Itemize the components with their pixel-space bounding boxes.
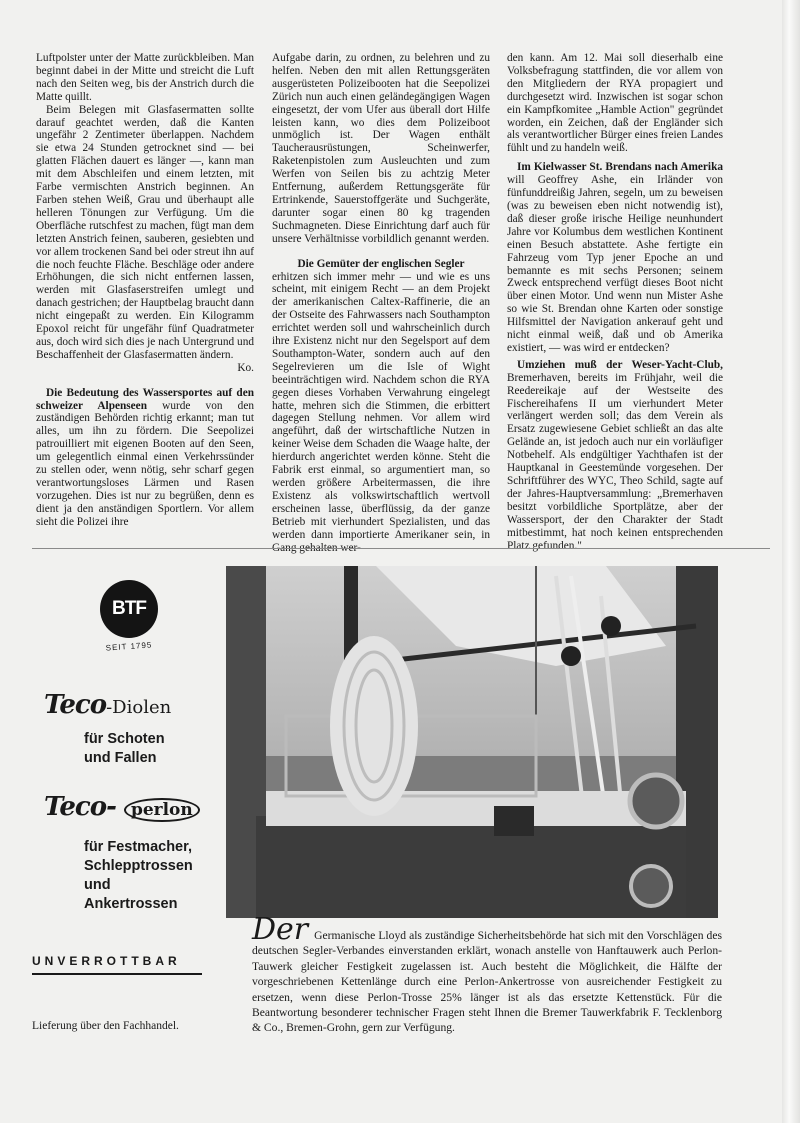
perlon-logo: perlon	[124, 798, 200, 822]
brand-teco-diolen	[44, 690, 171, 720]
brand-name: Teco	[44, 690, 107, 720]
paragraph: wurde von den zuständigen Behörden richtig erkannt; man tut alles, um ihn zu fördern. Die Seepolizei patrouilliert mit eigenen Booten auf den Seen, um gelegentlich einmal einen Verkehrssünder zu stellen oder, wenn nötig, sehr scharf gegen verantwortungsloses Lärmen und Rasen vorzugehen. Dies ist nur zu begrüßen, denn es dient ja den anständigen Sportlern. Vor allem sieht die Polizei ihre	[36, 399, 254, 528]
section-divider	[32, 548, 770, 549]
uses-list-1	[84, 730, 165, 768]
brand-teco-perlon: Teco- perlon	[44, 792, 200, 822]
sailboat-rope-photo	[226, 566, 718, 918]
btf-logo: BTF	[100, 580, 158, 638]
paragraph: erhitzen sich immer mehr — und wie es uns scheint, mit einigem Recht — an dem Projekt der amerikanischen Caltex-Raffinerie, die an der Ostseite des Fahrwassers nach Southampton errichtet werden soll und wahrscheinlich durch ihre Existenz nicht nur den Segelsport auf dem Southampton-Water, sondern auch auf den Segelrevieren um die Isle of Wight beeinträchtigen wird. Nachdem schon die RYA gegen dieses Vorhaben Verwahrung eingelegt hatte, mehren sich die Stimmen, die erbittert dagegen Stellung nehmen. Vor allem wird angeführt, daß der wirtschaftliche Nutzen in keiner Weise dem Schaden die Waage halte, der hierdurch angerichtet werden könne. Steht die Fabrik erst einmal, so argumentiert man, so werden größere Arbeitermassen, die ihre Existenz als volkswirtschaftlich wertvoll erscheinen lasse, überflüssig, da der ganze Betrieb mit vierhundert Spezialisten, und das werden dann importierte Amerikaner sein, in Gang gehalten wer-	[272, 270, 490, 554]
drop-word: Der	[252, 912, 309, 947]
section-heading: Die Bedeutung des Wassersportes auf den schweizer Alpenseen	[36, 386, 254, 412]
supply-note: Lieferung über den Fachhandel.	[32, 1020, 179, 1032]
ad-body-text	[252, 912, 722, 1036]
section-heading: Umziehen muß der Weser-Yacht-Club,	[517, 358, 723, 371]
ad-body: Germanische Lloyd als zuständige Sicherheitsbehörde hat sich mit den Vorschlägen des deutschen Segler-Verbandes einverstanden erklärt, wonach anstelle von Hanftauwerk auch Perlon-Tauwerk gleicher Festigkeit zugelassen ist. Auch besteht die Möglichkeit, die Hälfte der vorgeschriebenen Kettenlänge durch eine Perlon-Ankertrosse von ausreichender Festigkeit zu ersetzen, wenn diese Perlon-Trosse 25% länger ist als das ersetzte Kettenstück. Für die Beantwortung besonderer technischer Fragen steht Ihnen die Bremer Tauwerkfabrik F. Tecklenborg & Co., Bremen-Grohn, gern zur Verfügung.	[252, 929, 722, 1035]
uses-list-2	[84, 838, 193, 914]
product-name: -Diolen	[106, 697, 172, 718]
paragraph: will Geoffrey Ashe, ein Irländer von fünfunddreißig Jahren, segeln, um zu beweisen (was zu beweisen eben nicht notwendig ist), daß dieser große irische Heilige neunhundert Jahre vor Kolumbus dem westlichen Kontinent einen Besuch abstattete. Ashe fertigte ein Fahrzeug vom Typ jener Epoche an und bemannte es mit sechs Personen; seinem Zweck entsprechend verfügt dieses Boot nicht über einen Motor. Und wenn nun Mister Ashe so wie St. Brendan ohne Karten oder sonstige Hilfsmittel der Navigation ankerauf geht und nicht einmal weiß, daß und ob Amerika existiert, — was wird er entdecken?	[507, 174, 723, 354]
author-signature: Ko.	[237, 361, 254, 374]
paragraph: den kann. Am 12. Mai soll dieserhalb eine Volksbefragung stattfinden, die vor allem von den Mitgliedern der RYA propagiert und durchgesetzt wird. Inzwischen ist sogar schon ein Kampfkomitee „Hamble Action" gegründet worden, ein Zeichen, daß der Engländer sich als verantwortlicher Bürger eines freien Landes fühlt und zu handeln weiß.	[507, 52, 723, 155]
section-heading: Die Gemüter der englischen Segler	[297, 257, 465, 270]
use-line: Schlepptrossen	[84, 858, 193, 874]
brand-name: Teco	[44, 792, 107, 822]
tagline: UNVERROTTBAR	[32, 954, 202, 975]
paragraph: Aufgabe darin, zu ordnen, zu belehren und zu helfen. Neben den mit allen Rettungsgeräten ausgerüsteten Polizeibooten hat die Seepolizei Zürich nun auch einen geländegängigen Wagen eingesetzt, der vom Ufer aus überall dort Hilfe leisten kann, wo dies dem Polizeiboot unmöglich ist. Der Wagen enthält Taucherausrüstungen, Scheinwerfer, Raketenpistolen zum Ausleuchten und zum Werfen von Seilen bis zu achtzig Meter Entfernung, außerdem Rettungsgeräte für Ertrinkende, Sauerstoffgeräte und Suchgeräte, darunter sogar einen 80 kg tragenden Suchmagneten. Diese Einrichtung darf auch für unsere Verhältnisse vorbildlich genannt werden.	[272, 52, 490, 245]
page-fold-shadow	[782, 0, 800, 1123]
paragraph: Luftpolster unter der Matte zurückbleiben. Man beginnt dabei in der Mitte und streicht die Luft nach den Seiten weg, bis der Anstrich durch die Matte quillt.	[36, 52, 254, 103]
article-column-2	[272, 52, 490, 554]
section-heading: Im Kielwasser St. Brendans nach Amerika	[517, 161, 723, 174]
use-line: für Schoten	[84, 731, 165, 747]
logo-since-label: SEIT 1795	[105, 640, 153, 653]
article-column-3	[507, 52, 723, 552]
paragraph: Bremerhaven, bereits im Frühjahr, weil die Reedereikaje auf der Westseite des Fischereihafens II um vierhundert Meter verlängert werden soll; das dem Verein als Ersatz zugewiesene Gebiet schließt an das alte Gelände an, ist jedoch auch nur ein vorläufiger Notbehelf. Als endgültiger Yachthafen ist der Hauptkanal in Geestemünde vorgesehen. Der Schriftführer des WYC, Theo Schild, sagte auf der Jahres-Hauptversammlung: „Bremerhaven besitzt vorbildliche Sportplätze, aber der Wassersport, der den Charakter der Stadt mitbestimmt, hat noch keinen entsprechenden Platz gefunden."	[507, 371, 723, 552]
paragraph: Beim Belegen mit Glasfasermatten sollte darauf geachtet werden, daß die Kanten ungefähr 2 Zentimeter überlappen. Nachdem sie etwa 24 Stunden getrocknet sind — bei glatten Flächen dauert es länger —, kann man mit dem Abschleifen und einem letzten, mit Farbe vermischten Anstrich beginnen. An Farben stehen Weiß, Grau und überhaupt alle helleren Tönungen zur Verfügung. Um die Oberfläche rutschfest zu machen, fügt man dem letzten Anstrich feinen, sauberen, gesiebten und vor allem trockenen Sand bei oder streut ihn auf die noch feuchte Fläche. Beschläge oder andere Erhöhungen, die sich nicht entfernen lassen, werden mit Glasfaserstreifen umlegt und danach gestrichen; der Hauptbelag braucht dann nicht eingepaßt zu werden. Ein Kilogramm Epoxol reicht für ungefähr fünf Quadratmeter aus, doch wird sich dies je nach Untergrund und Beschaffenheit der Glasfasermatten ändern.	[36, 103, 255, 361]
use-line: und Fallen	[84, 750, 157, 766]
use-line: und	[84, 877, 111, 893]
article-column-1	[36, 52, 254, 529]
use-line: Ankertrossen	[84, 896, 178, 912]
use-line: für Festmacher,	[84, 839, 192, 855]
advertisement	[32, 556, 772, 1036]
